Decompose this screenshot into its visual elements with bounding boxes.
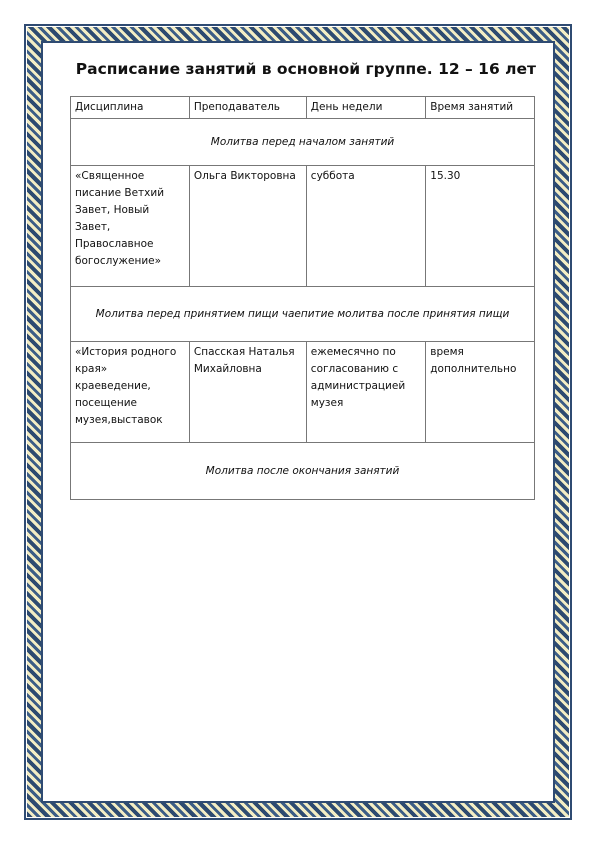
teacher-cell: Спасская Наталья Михайловна	[189, 342, 306, 443]
header-teacher: Преподаватель	[189, 97, 306, 119]
table-row	[71, 166, 535, 287]
header-discipline: Дисциплина	[71, 97, 190, 119]
header-day: День недели	[306, 97, 425, 119]
prayer-meal-cell: Молитва перед принятием пищи чаепитие молитва после принятия пищи	[71, 287, 535, 342]
table-row	[71, 287, 535, 342]
time-cell: 15.30	[426, 166, 535, 287]
prayer-start-cell: Молитва перед началом занятий	[71, 119, 535, 166]
schedule-table	[70, 96, 535, 500]
discipline-cell: «Священное писание Ветхий Завет, Новый Завет, Православное богослужение»	[71, 166, 190, 287]
table-row	[71, 443, 535, 500]
page-title: Расписание занятий в основной группе. 12 – 16 лет	[75, 60, 536, 78]
prayer-end-cell: Молитва после окончания занятий	[71, 443, 535, 500]
table-row	[71, 342, 535, 443]
day-cell: ежемесячно по согласованию с администрацией музея	[306, 342, 425, 443]
day-cell: суббота	[306, 166, 425, 287]
table-header-row	[71, 97, 535, 119]
teacher-cell: Ольга Викторовна	[189, 166, 306, 287]
time-cell: время дополнительно	[426, 342, 535, 443]
table-row	[71, 119, 535, 166]
header-time: Время занятий	[426, 97, 535, 119]
discipline-cell: «История родного края» краеведение, посещение музея,выставок	[71, 342, 190, 443]
